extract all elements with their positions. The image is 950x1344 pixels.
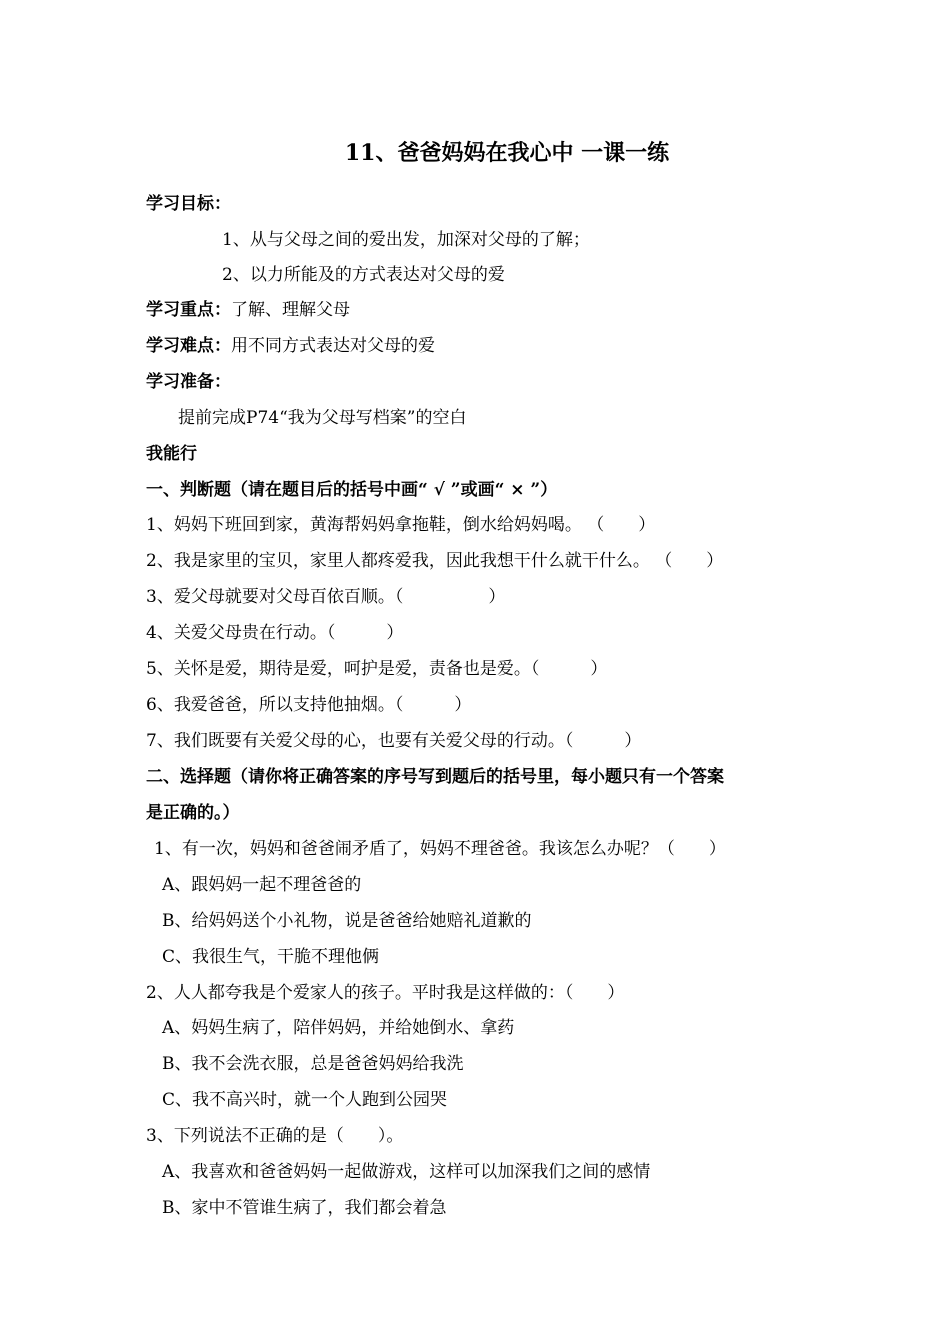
focus-row bbox=[146, 298, 350, 322]
objectives-label: 学习目标： bbox=[146, 194, 231, 214]
focus-label: 学习重点： bbox=[146, 300, 231, 320]
choice-option: B、给妈妈送个小礼物，说是爸爸给她赔礼道歉的 bbox=[162, 911, 532, 931]
judgement-item: 6、我爱爸爸，所以支持他抽烟。（ ） bbox=[146, 695, 472, 715]
focus-text: 了解、理解父母 bbox=[231, 300, 350, 320]
choice-option: B、我不会洗衣服，总是爸爸妈妈给我洗 bbox=[162, 1054, 464, 1074]
difficulty-label: 学习难点： bbox=[146, 336, 231, 356]
choice-option: C、我很生气，干脆不理他俩 bbox=[162, 947, 380, 967]
choice-question: 2、人人都夸我是个爱家人的孩子。平时我是这样做的：（ ） bbox=[146, 983, 625, 1003]
judgement-item: 5、关怀是爱，期待是爱，呵护是爱，责备也是爱。（ ） bbox=[146, 659, 608, 679]
judgement-heading: 一、判断题（请在题目后的括号中画“ √ ”或画“ × ”） bbox=[146, 480, 558, 500]
choice-question: 1、有一次，妈妈和爸爸闹矛盾了，妈妈不理爸爸。我该怎么办呢？（ ） bbox=[154, 839, 726, 859]
preparation-text: 提前完成P74“我为父母写档案”的空白 bbox=[178, 408, 467, 428]
difficulty-text: 用不同方式表达对父母的爱 bbox=[231, 336, 435, 356]
choice-option: A、跟妈妈一起不理爸爸的 bbox=[162, 875, 362, 895]
page-title: 11、爸爸妈妈在我心中 一课一练 bbox=[344, 140, 670, 166]
section-heading: 我能行 bbox=[146, 444, 197, 464]
choice-option: A、妈妈生病了，陪伴妈妈，并给她倒水、拿药 bbox=[162, 1018, 515, 1038]
choice-option: B、家中不管谁生病了，我们都会着急 bbox=[162, 1198, 447, 1218]
choice-option: A、我喜欢和爸爸妈妈一起做游戏，这样可以加深我们之间的感情 bbox=[162, 1162, 651, 1182]
objective-item: 2、以力所能及的方式表达对父母的爱 bbox=[222, 265, 505, 285]
preparation-label: 学习准备： bbox=[146, 372, 231, 392]
judgement-item: 7、我们既要有关爱父母的心，也要有关爱父母的行动。（ ） bbox=[146, 731, 642, 751]
judgement-item: 2、我是家里的宝贝，家里人都疼爱我，因此我想干什么就干什么。 （ ） bbox=[146, 551, 724, 571]
judgement-item: 3、爱父母就要对父母百依百顺。（ ） bbox=[146, 587, 506, 607]
difficulty-row bbox=[146, 334, 435, 358]
choice-option: C、我不高兴时，就一个人跑到公园哭 bbox=[162, 1090, 448, 1110]
choice-heading-cont: 是正确的。） bbox=[146, 803, 240, 823]
choice-question: 3、下列说法不正确的是（ ）。 bbox=[146, 1126, 404, 1146]
judgement-item: 1、妈妈下班回到家，黄海帮妈妈拿拖鞋，倒水给妈妈喝。 （ ） bbox=[146, 515, 656, 535]
judgement-item: 4、关爱父母贵在行动。（ ） bbox=[146, 623, 404, 643]
objective-item: 1、从与父母之间的爱出发，加深对父母的了解； bbox=[222, 230, 590, 250]
choice-heading: 二、选择题（请你将正确答案的序号写到题后的括号里，每小题只有一个答案 bbox=[146, 767, 724, 787]
